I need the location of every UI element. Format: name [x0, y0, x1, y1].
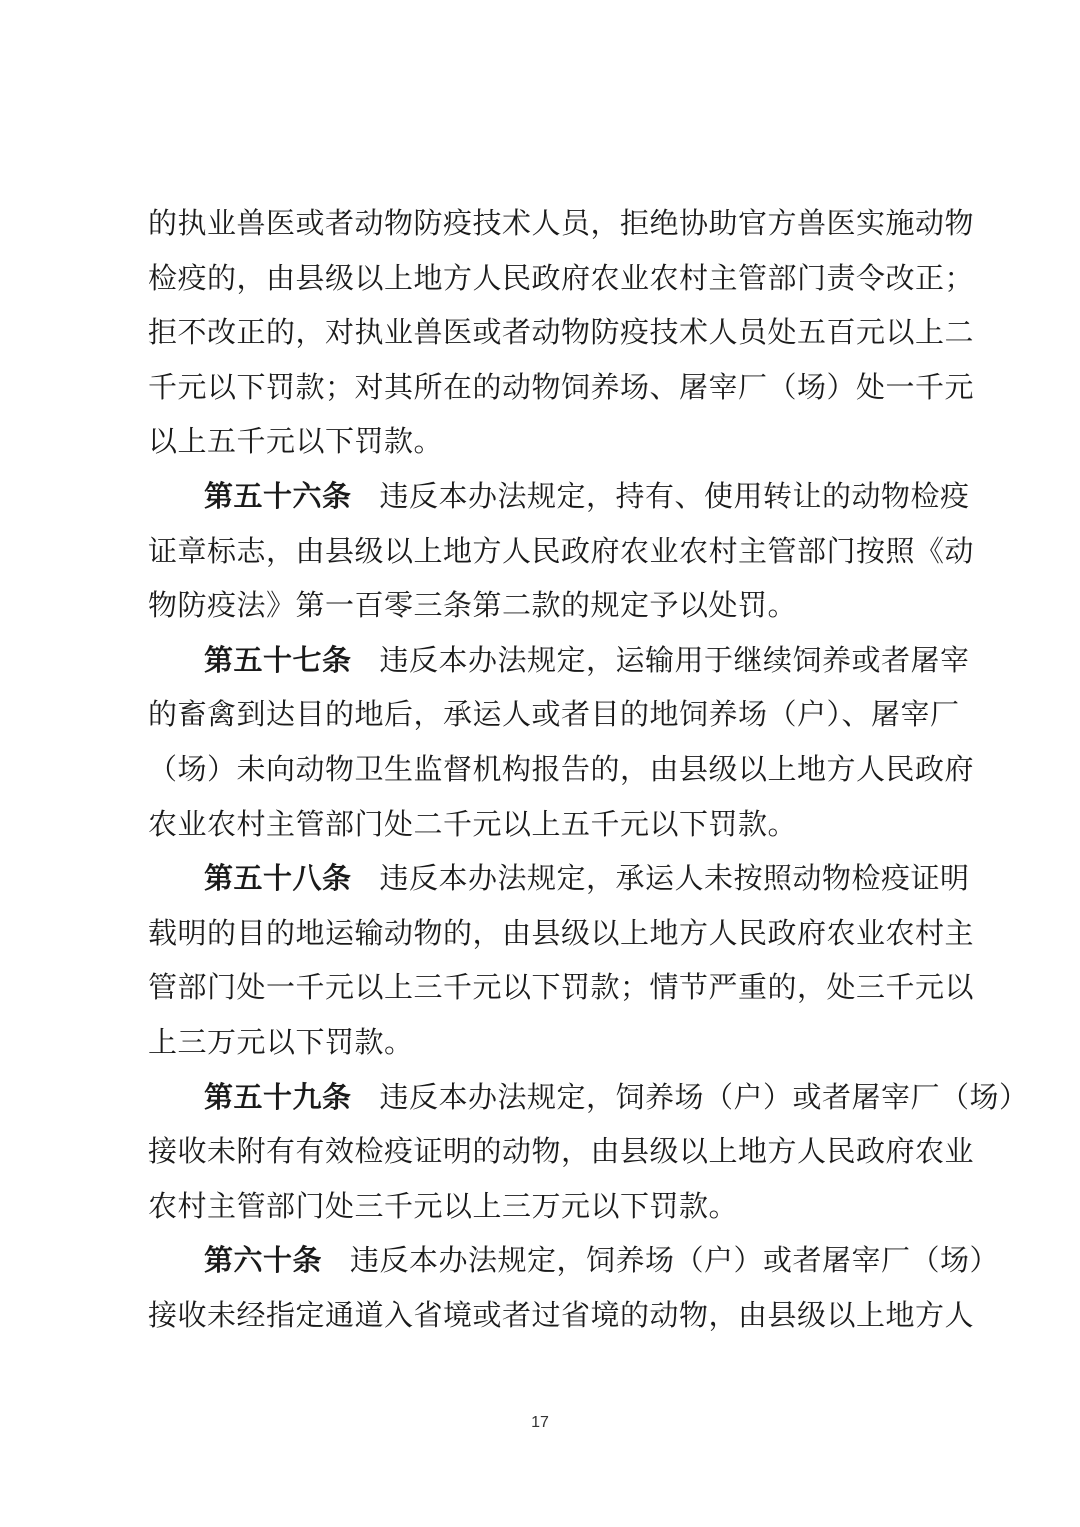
- text-line: 农村主管部门处三千元以上三万元以下罚款。: [148, 1188, 739, 1223]
- article-text: 违反本办法规定，承运人未按照动物检疫证明: [379, 861, 970, 896]
- article-title: 第五十九条: [204, 1079, 352, 1114]
- article-text: 违反本办法规定，饲养场（户）或者屠宰厂（场）: [350, 1243, 1000, 1278]
- article-59: [148, 1070, 1029, 1234]
- article-text: 违反本办法规定，运输用于继续饲养或者屠宰: [379, 642, 970, 677]
- text-line: 检疫的，由县级以上地方人民政府农业农村主管部门责令改正；: [148, 260, 975, 295]
- text-line: [148, 469, 970, 524]
- article-title: 第六十条: [204, 1243, 323, 1278]
- text-line: 物防疫法》第一百零三条第二款的规定予以处罚。: [148, 588, 798, 623]
- article-60: [148, 1233, 1000, 1342]
- article-56: [148, 469, 975, 633]
- paragraph-continuation: [148, 196, 975, 469]
- text-line: 证章标志，由县级以上地方人民政府农业农村主管部门按照《动: [148, 533, 975, 568]
- text-line: 载明的目的地运输动物的，由县级以上地方人民政府农业农村主: [148, 915, 975, 950]
- text-line: [148, 1233, 1000, 1288]
- article-text: 违反本办法规定，持有、使用转让的动物检疫: [379, 478, 970, 513]
- article-text: 违反本办法规定，饲养场（户）或者屠宰厂（场）: [379, 1079, 1029, 1114]
- text-line: 上三万元以下罚款。: [148, 1024, 414, 1059]
- text-line: （场）未向动物卫生监督机构报告的，由县级以上地方人民政府: [148, 751, 975, 786]
- text-line: 管部门处一千元以上三千元以下罚款；情节严重的，处三千元以: [148, 970, 975, 1005]
- text-line: 拒不改正的，对执业兽医或者动物防疫技术人员处五百元以上二: [148, 315, 975, 350]
- text-line: 接收未附有有效检疫证明的动物，由县级以上地方人民政府农业: [148, 1134, 975, 1169]
- text-line: 千元以下罚款；对其所在的动物饲养场、屠宰厂（场）处一千元: [148, 369, 975, 404]
- text-line: [148, 1070, 1029, 1125]
- text-line: [148, 633, 970, 688]
- article-title: 第五十六条: [204, 478, 352, 513]
- article-58: [148, 851, 975, 1069]
- text-line: 以上五千元以下罚款。: [148, 424, 444, 459]
- article-title: 第五十八条: [204, 861, 352, 896]
- text-line: 农业农村主管部门处二千元以上五千元以下罚款。: [148, 806, 798, 841]
- text-line: 的执业兽医或者动物防疫技术人员，拒绝协助官方兽医实施动物: [148, 206, 975, 240]
- document-body: [148, 196, 1029, 1342]
- article-57: [148, 633, 975, 851]
- article-title: 第五十七条: [204, 642, 352, 677]
- text-line: [148, 851, 970, 906]
- text-line: 接收未经指定通道入省境或者过省境的动物，由县级以上地方人: [148, 1297, 975, 1332]
- page-number: 17: [531, 1414, 549, 1431]
- text-line: 的畜禽到达目的地后，承运人或者目的地饲养场（户）、屠宰厂: [148, 697, 960, 732]
